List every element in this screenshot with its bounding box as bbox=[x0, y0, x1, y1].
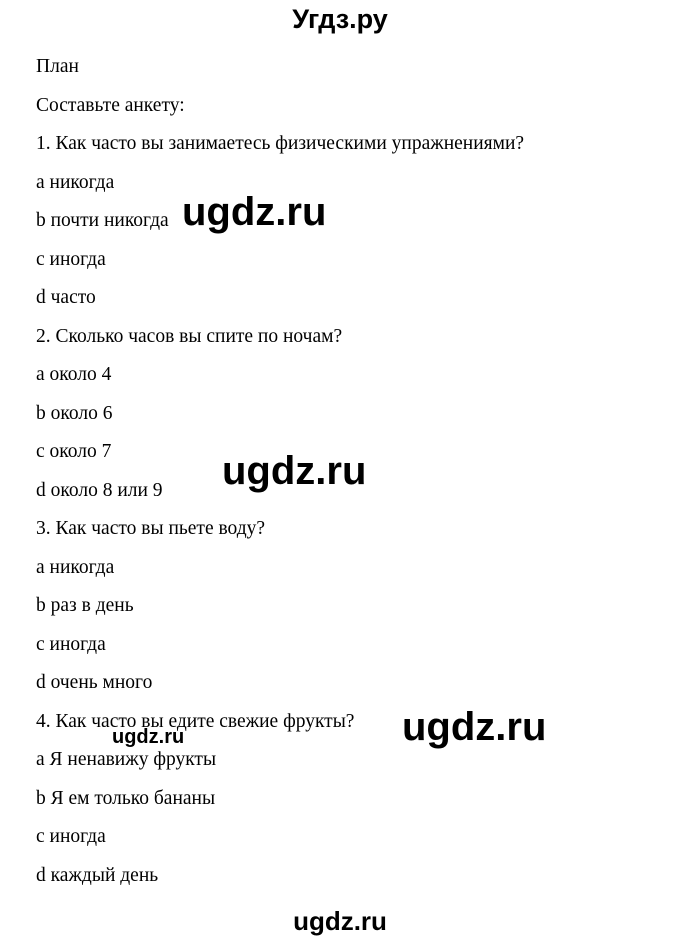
question-3: 3. Как часто вы пьете воду? bbox=[36, 518, 266, 539]
site-header-title: Угдз.ру bbox=[292, 4, 388, 34]
question-3-option-c: c иногда bbox=[36, 633, 106, 655]
question-1: 1. Как часто вы занимаетесь физическими упражнениями? bbox=[36, 133, 525, 154]
document-heading: План bbox=[36, 56, 79, 77]
watermark: ugdz.ru bbox=[182, 190, 327, 234]
question-2: 2. Сколько часов вы спите по ночам? bbox=[36, 325, 343, 347]
question-1-option-b: b почти никогда bbox=[36, 210, 169, 231]
question-4-option-d: d каждый день bbox=[36, 864, 159, 886]
question-2-option-b: b около 6 bbox=[36, 402, 113, 424]
question-2-option-c: c около 7 bbox=[36, 441, 112, 462]
question-2-option-a: a около 4 bbox=[36, 364, 112, 385]
question-1-option-c: c иногда bbox=[36, 248, 106, 270]
document-instruction: Составьте анкету: bbox=[36, 94, 185, 116]
site-footer-title: ugdz.ru bbox=[293, 906, 387, 936]
question-4: 4. Как часто вы едите свежие фрукты? bbox=[36, 710, 355, 732]
question-3-option-d: d очень много bbox=[36, 672, 153, 693]
question-3-option-b: b раз в день bbox=[36, 595, 134, 616]
question-2-option-d: d около 8 или 9 bbox=[36, 479, 163, 501]
question-3-option-a: a никогда bbox=[36, 556, 115, 578]
watermark-small: ugdz.ru bbox=[112, 726, 185, 748]
question-4-option-b: b Я ем только бананы bbox=[36, 787, 216, 809]
question-1-option-a: a никогда bbox=[36, 171, 115, 193]
question-4-option-c: c иногда bbox=[36, 826, 106, 847]
question-1-option-d: d часто bbox=[36, 287, 96, 308]
question-4-option-a: a Я ненавижу фрукты bbox=[36, 749, 217, 770]
watermark: ugdz.ru bbox=[222, 449, 367, 493]
watermark: ugdz.ru bbox=[402, 705, 547, 749]
